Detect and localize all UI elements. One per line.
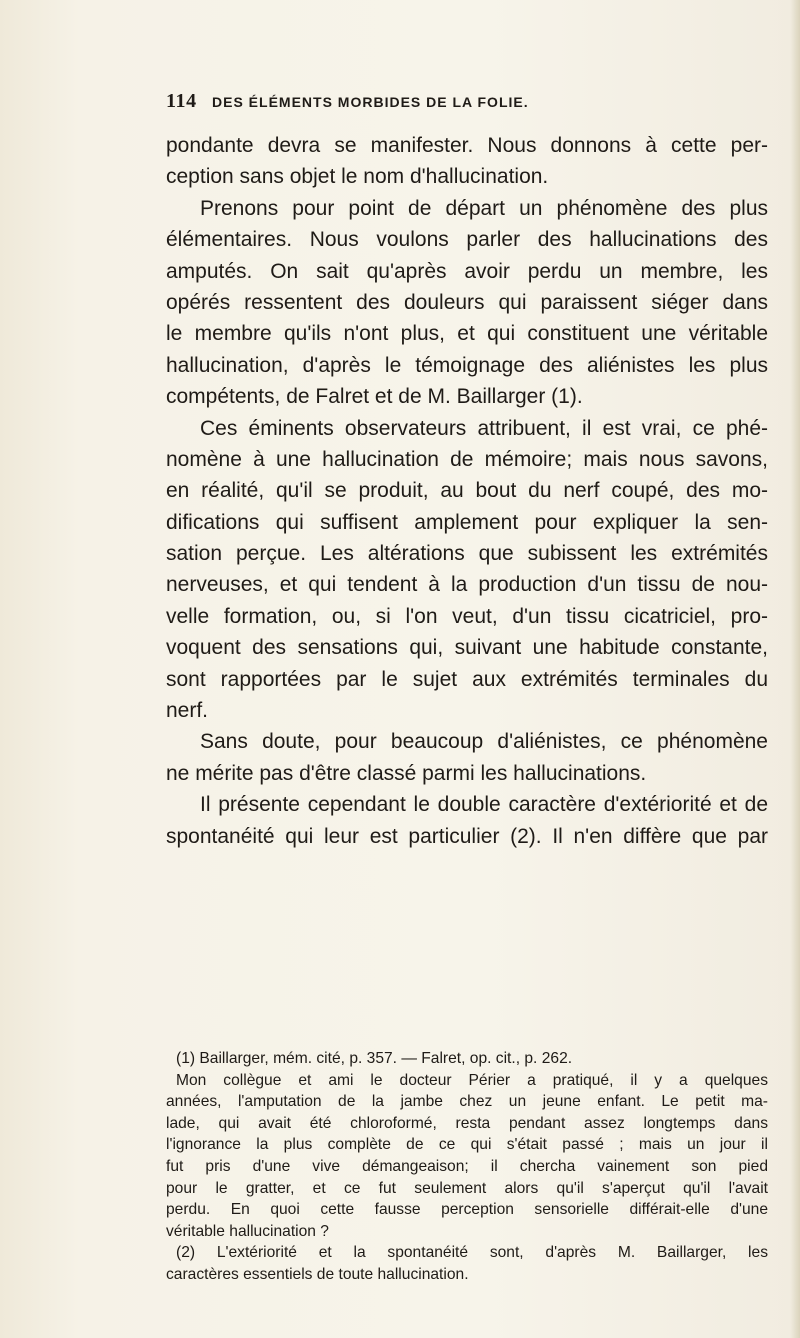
- text-line: spontanéité qui leur est particulier (2). Il n'en diffère que par: [166, 824, 768, 848]
- footnote-line: Mon collègue et ami le docteur Périer a pratiqué, il y a quelques: [176, 1071, 768, 1089]
- page-number: 114: [166, 90, 197, 112]
- footnote-line: (2) L'extériorité et la spontanéité sont, d'après M. Baillarger, les: [176, 1244, 768, 1262]
- footnotes: [166, 1048, 768, 1286]
- text-line: élémentaires. Nous voulons parler des hallucinations des: [166, 228, 768, 252]
- footnote-line: fut pris d'une vive démangeaison; il chercha vainement son pied: [166, 1157, 768, 1175]
- text-line: Sans doute, pour beaucoup d'aliénistes, ce phénomène: [200, 730, 768, 754]
- running-title: DES ÉLÉMENTS MORBIDES DE LA FOLIE.: [212, 94, 529, 110]
- text-line: sation perçue. Les altérations que subissent les extrémités: [166, 542, 768, 566]
- text-line: difications qui suffisent amplement pour expliquer la sen-: [166, 510, 768, 534]
- text-line: sont rapportées par le sujet aux extrémités terminales du: [166, 667, 768, 691]
- footnote-line: l'ignorance la plus complète de ce qui s'était passé ; mais un jour il: [166, 1136, 768, 1154]
- footnote-line: lade, qui avait été chloroformé, resta pendant assez longtemps dans: [166, 1114, 768, 1132]
- running-header: [166, 90, 666, 118]
- text-line: amputés. On sait qu'après avoir perdu un membre, les: [166, 259, 768, 283]
- text-line: hallucination, d'après le témoignage des aliénistes les plus: [166, 353, 768, 377]
- text-line: compétents, de Falret et de M. Baillarger (1).: [166, 385, 583, 409]
- footnote-line: caractères essentiels de toute hallucination.: [166, 1265, 469, 1283]
- text-line: nerveuses, et qui tendent à la production d'un tissu de nou-: [166, 573, 768, 597]
- footnote-line: perdu. En quoi cette fausse perception sensorielle différait-elle d'une: [166, 1201, 768, 1219]
- page-edge-shadow: [790, 0, 800, 1338]
- text-line: opérés ressentent des douleurs qui paraissent siéger dans: [166, 290, 768, 314]
- text-line: ne mérite pas d'être classé parmi les hallucinations.: [166, 761, 647, 785]
- text-line: le membre qu'ils n'ont plus, et qui constituent une véritable: [166, 322, 768, 346]
- text-line: voquent des sensations qui, suivant une habitude constante,: [166, 636, 768, 660]
- text-line: Prenons pour point de départ un phénomène des plus: [200, 196, 768, 220]
- text-line: Il présente cependant le double caractère d'extériorité et de: [200, 793, 768, 817]
- footnote-line: véritable hallucination ?: [166, 1222, 329, 1240]
- text-line: nerf.: [166, 699, 209, 723]
- footnote-line: pour le gratter, et ce fut seulement alors qu'il s'aperçut qu'il l'avait: [166, 1179, 768, 1197]
- main-text: [166, 130, 768, 852]
- footnote-line: (1) Baillarger, mém. cité, p. 357. — Falret, op. cit., p. 262.: [176, 1050, 573, 1067]
- text-line: en réalité, qu'il se produit, au bout du nerf coupé, des mo-: [166, 479, 768, 503]
- text-line: nomène à une hallucination de mémoire; mais nous savons,: [166, 447, 768, 471]
- text-line: velle formation, ou, si l'on veut, d'un tissu cicatriciel, pro-: [166, 604, 768, 628]
- text-line: Ces éminents observateurs attribuent, il est vrai, ce phé-: [200, 416, 768, 440]
- text-line: pondante devra se manifester. Nous donnons à cette per-: [166, 134, 768, 157]
- text-line: ception sans objet le nom d'hallucination.: [166, 165, 549, 189]
- footnote-line: années, l'amputation de la jambe chez un jeune enfant. Le petit ma-: [166, 1093, 768, 1111]
